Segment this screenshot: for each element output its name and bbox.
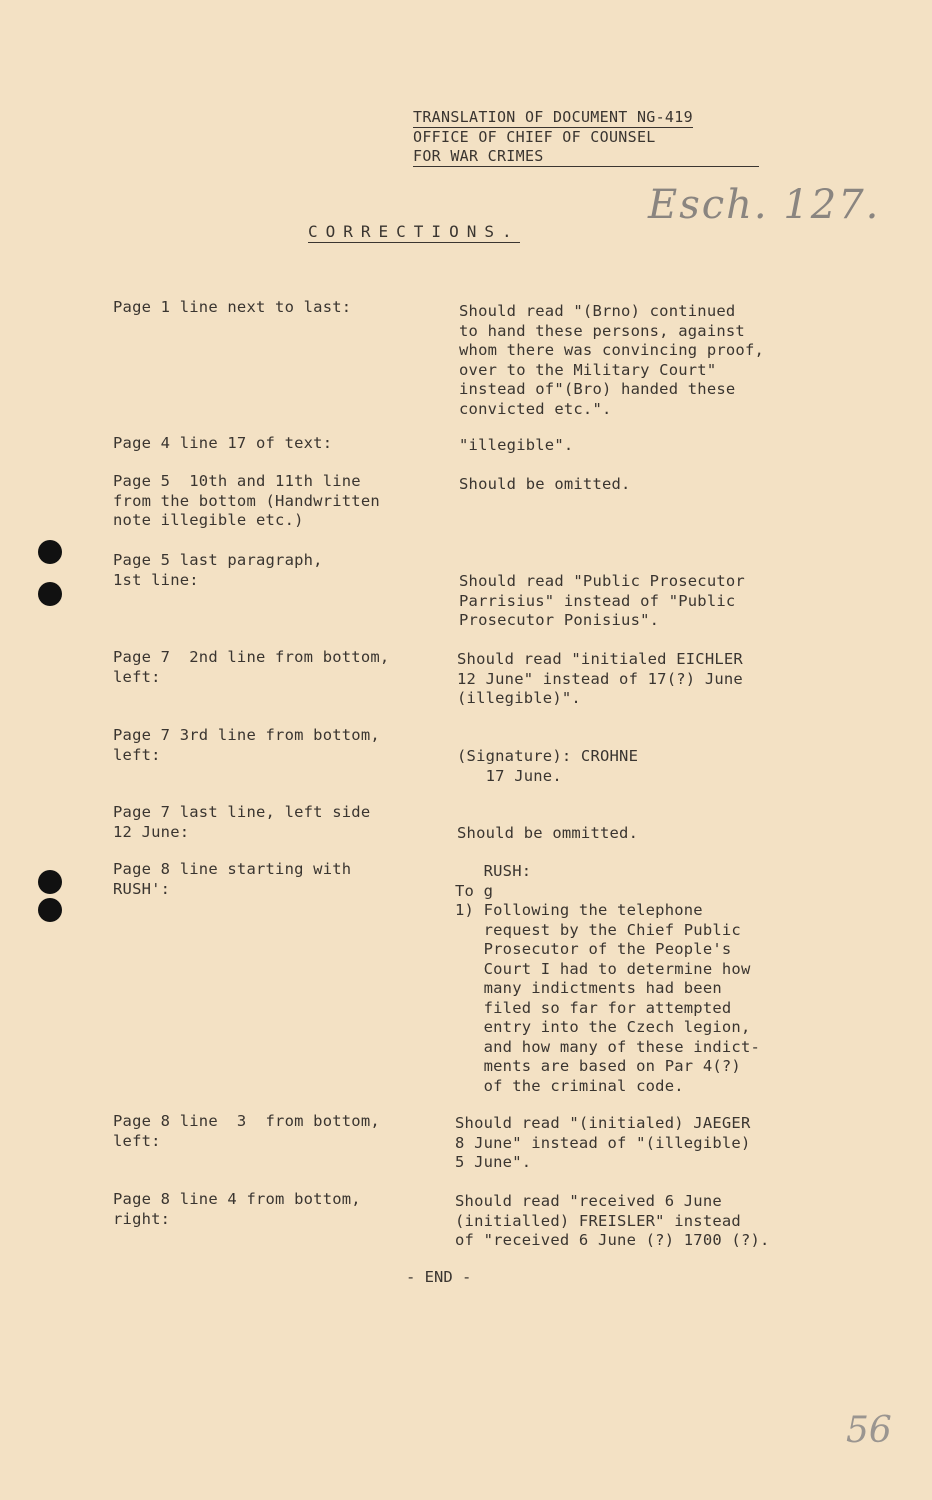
correction-text-2: "illegible".	[459, 436, 574, 454]
correction-ref-10: Page 8 line 4 from bottom, right:	[113, 1190, 361, 1228]
header-line-2: OFFICE OF CHIEF OF COUNSEL	[413, 128, 656, 146]
correction-ref-6: Page 7 3rd line from bottom, left:	[113, 726, 380, 764]
header-line-3: FOR WAR CRIMES	[413, 147, 544, 165]
page-number: 56	[846, 1410, 892, 1451]
correction-text-9: Should read "(initialed) JAEGER 8 June" instead of "(illegible) 5 June".	[455, 1114, 751, 1171]
page-title: CORRECTIONS.	[308, 222, 520, 241]
correction-ref-5: Page 7 2nd line from bottom, left:	[113, 648, 390, 686]
header-line-1: TRANSLATION OF DOCUMENT NG-419	[413, 108, 693, 126]
correction-ref-2: Page 4 line 17 of text:	[113, 434, 333, 452]
correction-text-6: (Signature): CROHNE 17 June.	[457, 747, 639, 785]
correction-ref-3: Page 5 10th and 11th line from the bottom (Handwritten note illegible etc.)	[113, 472, 380, 529]
correction-text-5: Should read "initialed EICHLER 12 June" instead of 17(?) June (illegible)".	[457, 650, 743, 707]
correction-ref-9: Page 8 line 3 from bottom, left:	[113, 1112, 380, 1150]
correction-text-3: Should be omitted.	[459, 475, 631, 493]
correction-ref-8: Page 8 line starting with RUSH':	[113, 860, 352, 898]
header-rule	[413, 166, 759, 167]
correction-text-1: Should read "(Brno) continued to hand these persons, against whom there was convincing proof, over to the Military Court" instead of"(Bro) handed these convicted etc.".	[459, 302, 765, 418]
correction-ref-7: Page 7 last line, left side 12 June:	[113, 803, 371, 841]
punch-hole-icon	[38, 540, 62, 564]
correction-text-10: Should read "received 6 June (initialled) FREISLER" instead of "received 6 June (?) 1700 (?).	[455, 1192, 770, 1249]
correction-ref-4: Page 5 last paragraph, 1st line:	[113, 551, 323, 589]
document-header	[413, 108, 759, 166]
correction-ref-1: Page 1 line next to last:	[113, 298, 352, 316]
end-mark: - END -	[406, 1268, 472, 1286]
correction-text-8: RUSH: To g 1) Following the telephone request by the Chief Public Prosecutor of the People's Court I had to determine how many indictments had been filed so far for attempted entry into the Czech legion, and how many of these indict- ments are based on Par 4(?) of the criminal code.	[455, 862, 761, 1095]
correction-text-4: Should read "Public Prosecutor Parrisius" instead of "Public Prosecutor Ponisius".	[459, 572, 745, 629]
punch-hole-icon	[38, 870, 62, 894]
correction-text-7: Should be ommitted.	[457, 824, 639, 842]
punch-hole-icon	[38, 582, 62, 606]
punch-hole-icon	[38, 898, 62, 922]
handwritten-note: Esch. 127.	[648, 182, 881, 228]
